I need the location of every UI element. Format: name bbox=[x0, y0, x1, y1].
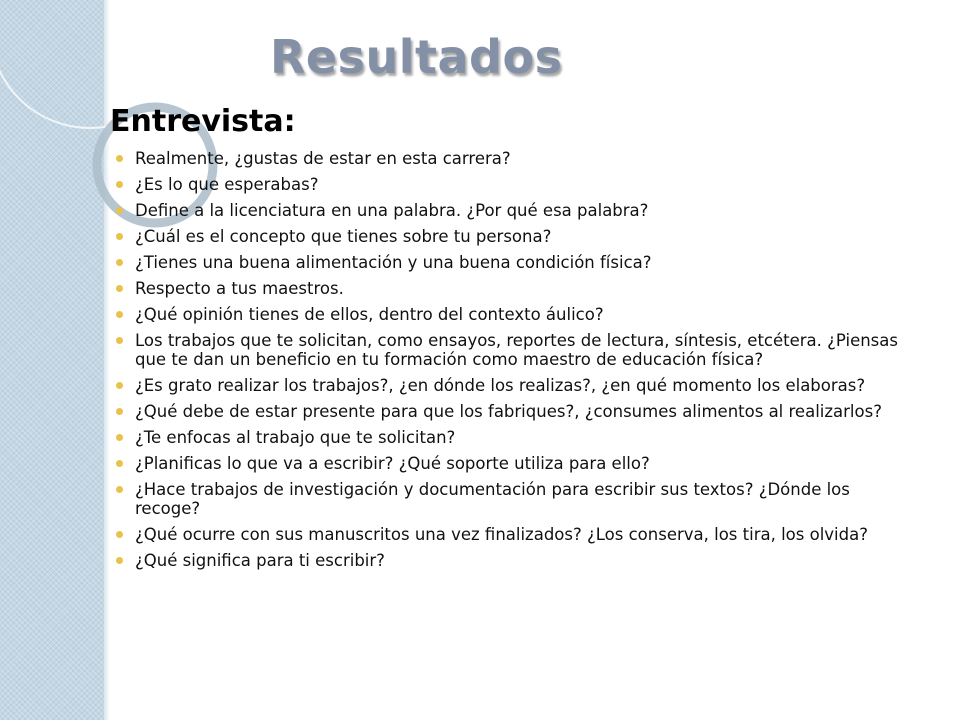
question-item bbox=[116, 402, 916, 421]
bullet-icon bbox=[116, 408, 123, 415]
question-item bbox=[116, 331, 916, 369]
question-item bbox=[116, 525, 916, 544]
bullet-icon bbox=[116, 557, 123, 564]
bullet-icon bbox=[116, 460, 123, 467]
question-text: Los trabajos que te solicitan, como ensayos, reportes de lectura, síntesis, etcétera. ¿Piensas que te dan un beneficio en tu formación como maestro de educación física? bbox=[135, 331, 898, 369]
question-item bbox=[116, 279, 916, 298]
question-text: ¿Tienes una buena alimentación y una buena condición física? bbox=[135, 253, 652, 272]
bullet-icon bbox=[116, 382, 123, 389]
question-item bbox=[116, 454, 916, 473]
question-text: ¿Qué significa para ti escribir? bbox=[135, 551, 385, 570]
question-item bbox=[116, 428, 916, 447]
bullet-icon bbox=[116, 311, 123, 318]
bullet-icon bbox=[116, 285, 123, 292]
question-text: ¿Es lo que esperabas? bbox=[135, 175, 319, 194]
question-item bbox=[116, 227, 916, 246]
question-text: ¿Cuál es el concepto que tienes sobre tu persona? bbox=[135, 227, 552, 246]
question-text: Realmente, ¿gustas de estar en esta carrera? bbox=[135, 149, 511, 168]
bullet-icon bbox=[116, 434, 123, 441]
question-item bbox=[116, 376, 916, 395]
question-text: ¿Es grato realizar los trabajos?, ¿en dónde los realizas?, ¿en qué momento los elaboras? bbox=[135, 376, 866, 395]
question-list bbox=[116, 149, 916, 577]
question-text: ¿Qué ocurre con sus manuscritos una vez finalizados? ¿Los conserva, los tira, los olvida? bbox=[135, 525, 868, 544]
question-item bbox=[116, 480, 916, 518]
section-heading: Entrevista: bbox=[110, 104, 296, 139]
bullet-icon bbox=[116, 531, 123, 538]
question-item bbox=[116, 175, 916, 194]
bullet-icon bbox=[116, 207, 123, 214]
question-text: ¿Hace trabajos de investigación y documentación para escribir sus textos? ¿Dónde los recoge? bbox=[135, 480, 850, 518]
bullet-icon bbox=[116, 259, 123, 266]
question-item bbox=[116, 305, 916, 324]
question-text: ¿Planificas lo que va a escribir? ¿Qué soporte utiliza para ello? bbox=[135, 454, 650, 473]
question-item bbox=[116, 201, 916, 220]
slide-title: Resultados bbox=[270, 30, 563, 84]
question-item bbox=[116, 253, 916, 272]
bullet-icon bbox=[116, 337, 123, 344]
question-item bbox=[116, 551, 916, 570]
question-text: Define a la licenciatura en una palabra. ¿Por qué esa palabra? bbox=[135, 201, 649, 220]
question-text: ¿Qué debe de estar presente para que los fabriques?, ¿consumes alimentos al realizarlos? bbox=[135, 402, 882, 421]
question-text: ¿Te enfocas al trabajo que te solicitan? bbox=[135, 428, 456, 447]
bullet-icon bbox=[116, 155, 123, 162]
question-text: ¿Qué opinión tienes de ellos, dentro del contexto áulico? bbox=[135, 305, 604, 324]
question-item bbox=[116, 149, 916, 168]
bullet-icon bbox=[116, 486, 123, 493]
question-text: Respecto a tus maestros. bbox=[135, 279, 344, 298]
bullet-icon bbox=[116, 181, 123, 188]
bullet-icon bbox=[116, 233, 123, 240]
